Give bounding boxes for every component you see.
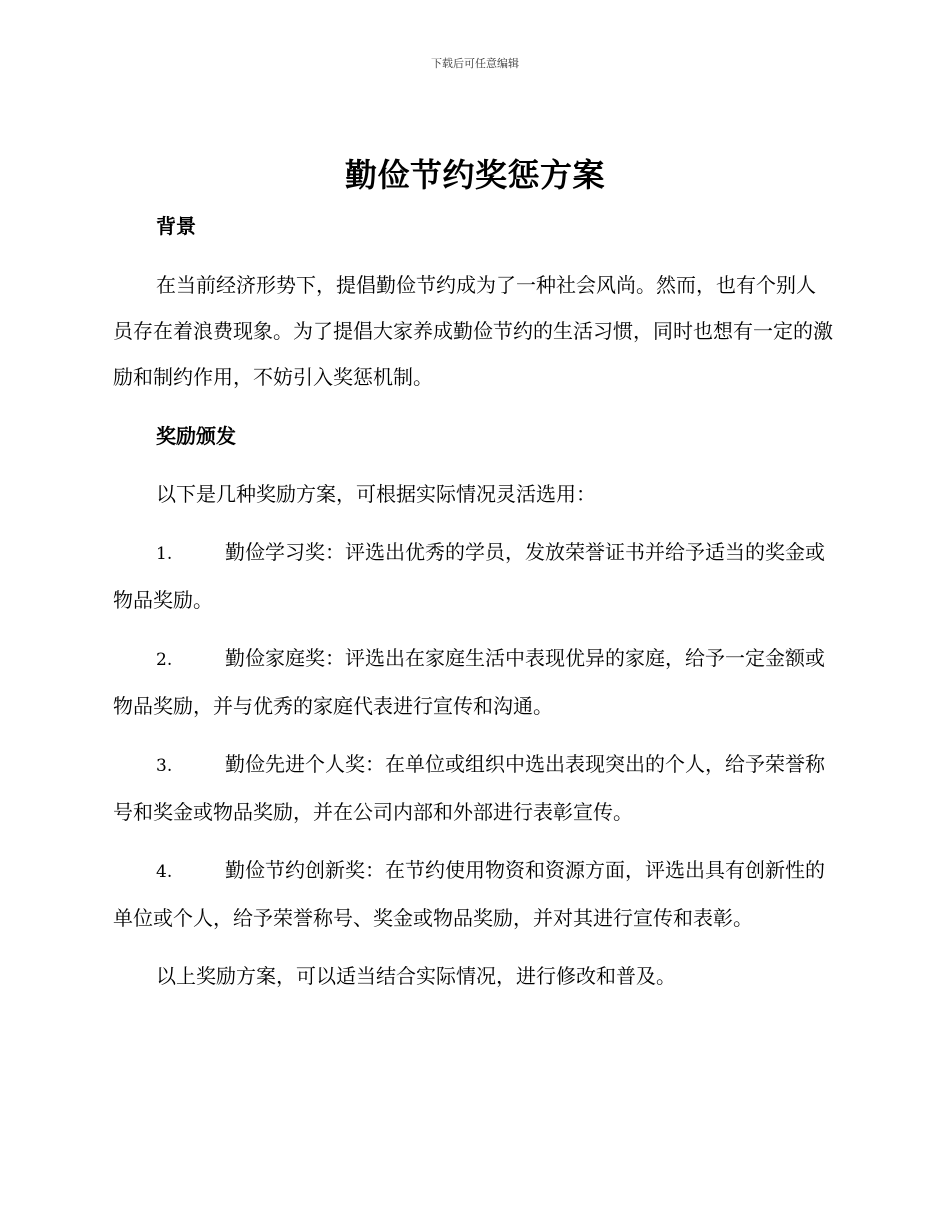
rewards-intro: 以下是几种奖励方案，可根据实际情况灵活选用：: [156, 482, 596, 506]
list-item: [113, 847, 835, 941]
list-item: [113, 635, 835, 729]
document-body: [113, 203, 835, 999]
list-item-text: 勤俭学习奖：评选出优秀的学员，发放荣誉证书并给予适当的奖金或物品奖励。: [113, 540, 825, 612]
list-item-text: 勤俭先进个人奖：在单位或组织中选出表现突出的个人，给予荣誉称号和奖金或物品奖励，并在公司内部和外部进行表彰宣传。: [113, 752, 825, 824]
rewards-closing: 以上奖励方案，可以适当结合实际情况，进行修改和普及。: [156, 964, 676, 988]
list-item-number: 1.: [156, 544, 173, 564]
background-paragraph: 在当前经济形势下，提倡勤俭节约成为了一种社会风尚。然而，也有个别人员存在着浪费现象。为了提倡大家养成勤俭节约的生活习惯，同时也想有一定的激励和制约作用，不妨引入奖惩机制。: [113, 273, 833, 389]
list-item-number: 3.: [156, 756, 173, 776]
document-title: 勤俭节约奖惩方案: [344, 156, 605, 194]
section-heading-rewards: 奖励颁发: [156, 424, 236, 448]
page-header-note: 下载后可任意编辑: [431, 57, 519, 70]
list-item-number: 4.: [156, 862, 173, 882]
section-heading-background: 背景: [156, 214, 196, 238]
list-item: [113, 741, 835, 835]
list-item: [113, 529, 835, 623]
list-item-number: 2.: [156, 650, 173, 670]
list-item-text: 勤俭节约创新奖：在节约使用物资和资源方面，评选出具有创新性的单位或个人，给予荣誉称号、奖金或物品奖励，并对其进行宣传和表彰。: [113, 858, 825, 930]
list-item-text: 勤俭家庭奖：评选出在家庭生活中表现优异的家庭，给予一定金额或物品奖励，并与优秀的家庭代表进行宣传和沟通。: [113, 646, 825, 718]
